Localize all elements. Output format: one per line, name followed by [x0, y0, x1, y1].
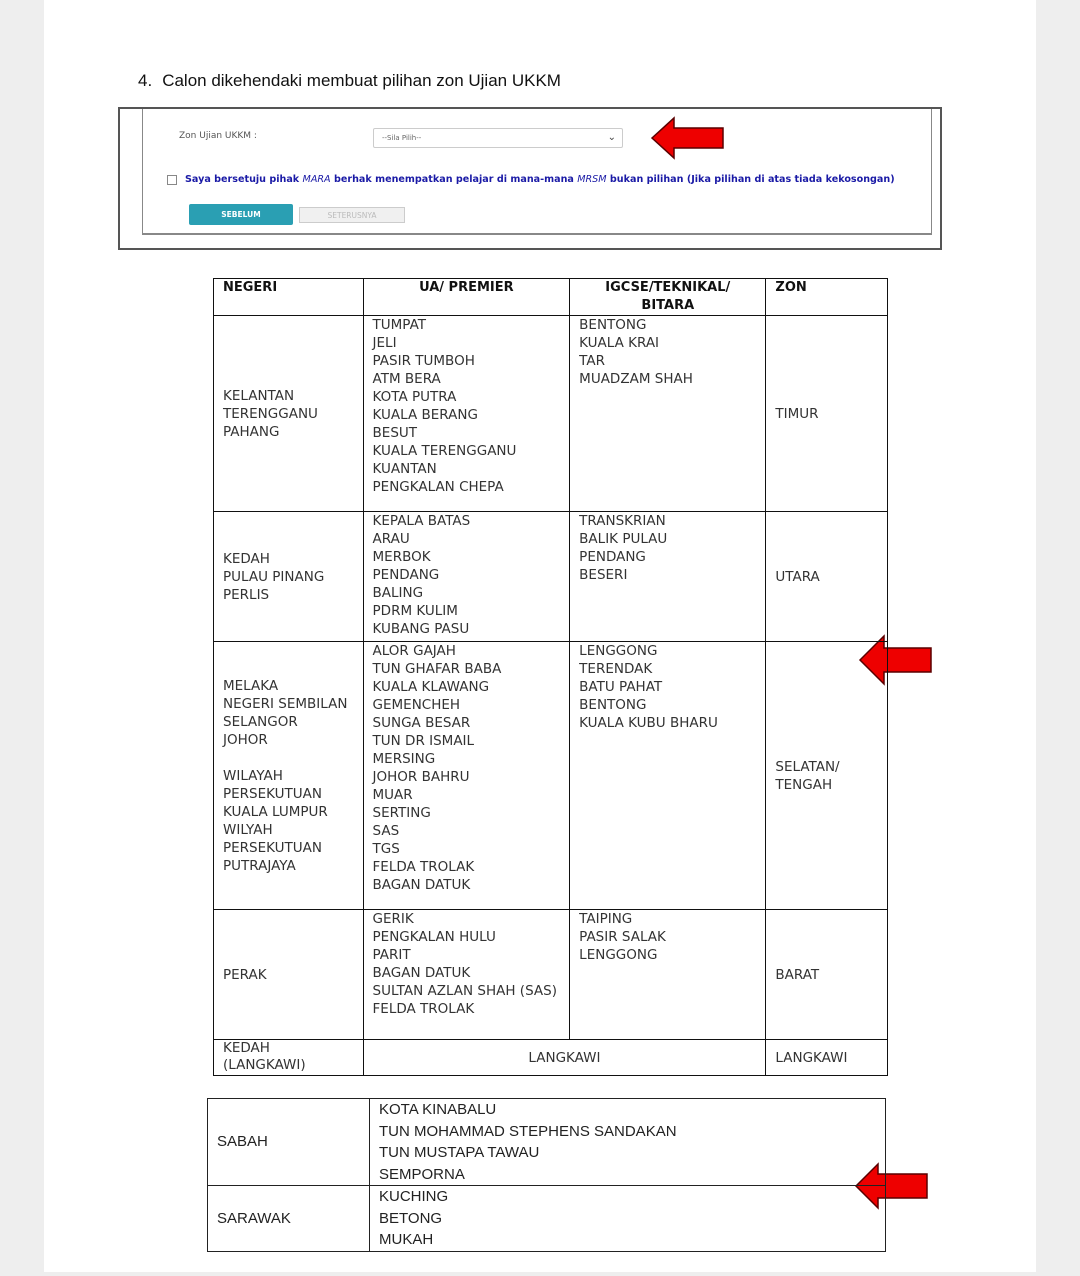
igcse-cell	[570, 910, 766, 1040]
cell-line: PERSEKUTUAN	[223, 785, 322, 802]
cell-line: JOHOR BAHRU	[372, 769, 470, 785]
agreement-text-mrsm: MRSM	[577, 174, 607, 185]
cell-line: TERENGGANU	[223, 405, 318, 422]
college-line: TUN MOHAMMAD STEPHENS SANDAKAN	[379, 1122, 677, 1140]
agreement-text-mara: MARA	[302, 174, 331, 185]
cell-line: KEDAH	[223, 1040, 270, 1056]
header-igcse: IGCSE/TEKNIKAL/ BITARA	[570, 279, 766, 316]
college-line: SEMPORNA	[379, 1165, 465, 1183]
cell-line: PAHANG	[223, 423, 280, 440]
college-line: TUN MUSTAPA TAWAU	[379, 1144, 540, 1161]
cell-line: SULTAN AZLAN SHAH (SAS)	[372, 983, 557, 999]
cell-line: SUNGA BESAR	[372, 715, 471, 731]
cell-line: WILAYAH	[223, 767, 283, 784]
cell-line: PENDANG	[372, 567, 440, 583]
colleges-cell	[370, 1186, 886, 1252]
cell-line: KUALA KUBU BHARU	[579, 715, 718, 731]
cell-line: TIMUR	[775, 405, 819, 422]
cell-line: TUMPAT	[372, 317, 427, 333]
cell-line: TAIPING	[579, 911, 633, 927]
cell-line: PERSEKUTUAN	[223, 839, 322, 856]
cell-line: MUADZAM SHAH	[579, 371, 693, 387]
cell-line: TAR	[579, 353, 605, 369]
cell-line: PERAK	[223, 966, 267, 983]
cell-line: PENGKALAN CHEPA	[372, 479, 504, 495]
zone-table-header-row	[214, 279, 888, 316]
cell-line: BESERI	[579, 567, 628, 583]
cell-line: BAGAN DATUK	[372, 877, 471, 893]
heading-text: Calon dikehendaki membuat pilihan zon Ujian UKKM	[162, 71, 561, 90]
east-malaysia-table	[207, 1098, 886, 1252]
cell-line: JOHOR	[223, 731, 268, 748]
cell-line: GEMENCHEH	[372, 697, 461, 713]
zon-ujian-select-value: --Sila Pilih--	[382, 134, 422, 142]
header-ua-premier: UA/ PREMIER	[363, 279, 570, 316]
zone-table-row	[214, 316, 888, 512]
cell-line: BALING	[372, 585, 424, 601]
cell-line: PASIR TUMBOH	[372, 353, 475, 369]
cell-line: PDRM KULIM	[372, 603, 458, 619]
section-heading	[138, 71, 561, 91]
cell-line: BAGAN DATUK	[372, 965, 471, 981]
cell-line: ARAU	[372, 531, 410, 547]
zon-cell	[766, 642, 888, 910]
cell-line: BATU PAHAT	[579, 679, 663, 695]
zon-cell	[766, 512, 888, 642]
zone-table	[213, 278, 888, 1076]
college-line: KOTA KINABALU	[379, 1101, 497, 1118]
zone-table-row-langkawi	[214, 1040, 888, 1076]
zon-cell	[766, 910, 888, 1040]
cell-line: TGS	[372, 841, 400, 857]
cell-line: ALOR GAJAH	[372, 643, 456, 659]
state-cell: SABAH	[208, 1099, 370, 1186]
zone-table-row	[214, 910, 888, 1040]
cell-line: BENTONG	[579, 697, 647, 713]
agreement-text-part: bukan pilihan (Jika pilihan di atas tiada kekosongan)	[606, 174, 895, 185]
ua-premier-cell	[363, 642, 570, 910]
cell-line: NEGERI SEMBILAN	[223, 695, 348, 712]
cell-line: MERBOK	[372, 549, 431, 565]
red-arrow-left-icon	[650, 116, 726, 160]
cell-line: MELAKA	[223, 677, 279, 694]
cell-line: TERENDAK	[579, 661, 653, 677]
cell-line: TRANSKRIAN	[579, 513, 666, 529]
negeri-cell	[214, 512, 364, 642]
college-line: KUCHING	[379, 1188, 449, 1205]
agreement-text-part: Saya bersetuju pihak	[185, 174, 303, 185]
ua-premier-cell	[363, 512, 570, 642]
cell-line: LENGGONG	[579, 947, 658, 963]
cell-line: LENGGONG	[579, 643, 658, 659]
cell-line: KUANTAN	[372, 461, 437, 477]
cell-line: KUALA LUMPUR	[223, 803, 328, 820]
cell-line: PENDANG	[579, 549, 646, 565]
cell-line: PENGKALAN HULU	[372, 929, 496, 945]
cell-line: UTARA	[775, 568, 820, 585]
langkawi-college-cell: LANGKAWI	[363, 1040, 766, 1076]
cell-line: MUAR	[372, 787, 413, 803]
cell-line: TENGAH	[775, 776, 833, 793]
east-table-row	[208, 1099, 886, 1186]
igcse-cell	[570, 642, 766, 910]
college-line: BETONG	[379, 1209, 443, 1227]
cell-line: TUN DR ISMAIL	[372, 733, 475, 749]
negeri-cell	[214, 910, 364, 1040]
cell-line: SAS	[372, 823, 400, 839]
form-screenshot-frame	[118, 107, 942, 250]
ua-premier-cell	[363, 316, 570, 512]
cell-line: FELDA TROLAK	[372, 1001, 475, 1017]
cell-line: SERTING	[372, 805, 431, 821]
zon-ujian-label: Zon Ujian UKKM :	[179, 131, 257, 141]
negeri-cell	[214, 316, 364, 512]
cell-line: (LANGKAWI)	[223, 1057, 306, 1073]
cell-line	[223, 749, 354, 767]
cell-line: BESUT	[372, 425, 418, 441]
state-cell: SARAWAK	[208, 1186, 370, 1252]
chevron-down-icon: ⌄	[607, 132, 616, 143]
form-panel	[142, 109, 932, 235]
negeri-cell	[214, 642, 364, 910]
igcse-cell	[570, 512, 766, 642]
cell-line: GERIK	[372, 911, 414, 927]
cell-line: BARAT	[775, 966, 820, 983]
heading-number: 4.	[138, 71, 153, 90]
cell-line: PARIT	[372, 947, 411, 963]
sebelum-button[interactable]: SEBELUM	[189, 204, 293, 225]
college-line: MUKAH	[379, 1231, 434, 1248]
cell-line: SELANGOR	[223, 713, 298, 730]
cell-line: BENTONG	[579, 317, 647, 333]
cell-line: KEDAH	[223, 550, 270, 567]
cell-line: KOTA PUTRA	[372, 389, 457, 405]
cell-line: TUN GHAFAR BABA	[372, 661, 502, 677]
ua-premier-cell	[363, 910, 570, 1040]
colleges-cell	[370, 1099, 886, 1186]
cell-line: KUALA KLAWANG	[372, 679, 490, 695]
agreement-text	[185, 174, 895, 185]
cell-line: KUBANG PASU	[372, 621, 470, 637]
zon-cell	[766, 316, 888, 512]
zon-cell: LANGKAWI	[766, 1040, 888, 1076]
cell-line: JELI	[372, 335, 397, 351]
zone-table-row	[214, 642, 888, 910]
agreement-text-part: berhak menempatkan pelajar di mana-mana	[330, 174, 578, 185]
cell-line: FELDA TROLAK	[372, 859, 475, 875]
cell-line: WILYAH	[223, 821, 273, 838]
seterusnya-button[interactable]: SETERUSNYA	[299, 207, 405, 223]
east-table-row	[208, 1186, 886, 1252]
cell-line: SELATAN/	[775, 758, 840, 775]
zone-table-row	[214, 512, 888, 642]
cell-line: KELANTAN	[223, 387, 295, 404]
header-negeri: NEGERI	[214, 279, 364, 316]
cell-line: PASIR SALAK	[579, 929, 666, 945]
cell-line: PUTRAJAYA	[223, 857, 296, 874]
cell-line: KUALA BERANG	[372, 407, 478, 423]
cell-line: PERLIS	[223, 586, 270, 603]
negeri-cell	[214, 1040, 364, 1076]
cell-line: KEPALA BATAS	[372, 513, 471, 529]
cell-line: BALIK PULAU	[579, 531, 668, 547]
cell-line: PULAU PINANG	[223, 568, 325, 585]
cell-line: ATM BERA	[372, 371, 441, 387]
agreement-checkbox[interactable]	[167, 175, 177, 185]
cell-line: MERSING	[372, 751, 436, 767]
cell-line: KUALA KRAI	[579, 335, 660, 351]
zon-ujian-select[interactable]	[373, 128, 623, 148]
igcse-cell	[570, 316, 766, 512]
cell-line: KUALA TERENGGANU	[372, 443, 517, 459]
header-zon: ZON	[766, 279, 888, 316]
agreement-row	[167, 174, 895, 185]
